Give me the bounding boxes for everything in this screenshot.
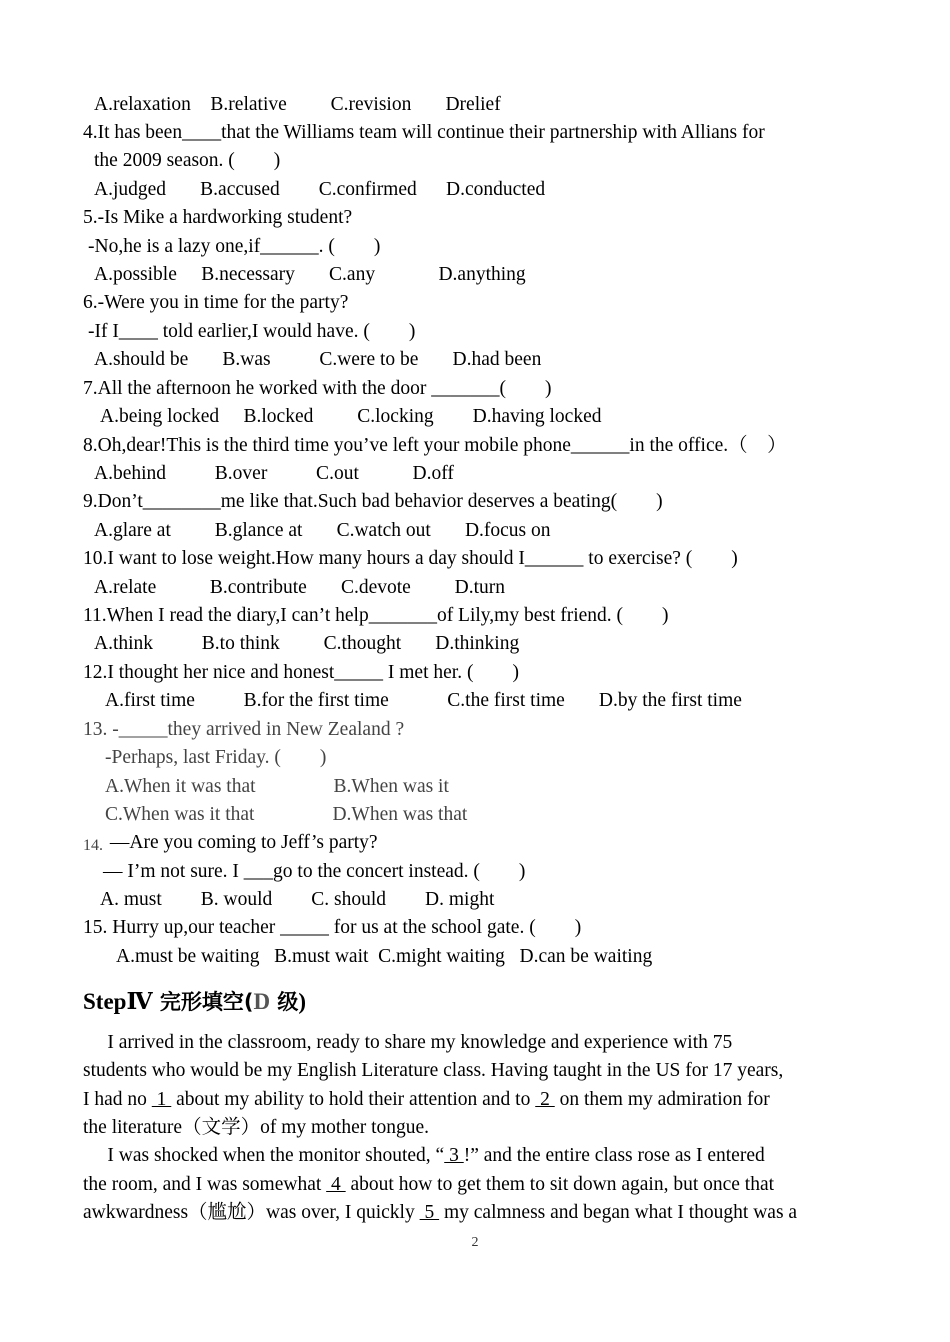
q7-options: A.being locked B.locked C.locking D.having locked xyxy=(100,406,602,427)
blank-5: 5 xyxy=(419,1202,440,1223)
q14-options: A. must B. would C. should D. might xyxy=(100,889,495,910)
q13-options-ab: A.When it was that B.When was it xyxy=(105,776,449,797)
heading-close: ) xyxy=(298,989,307,1014)
q4-stem-cont: the 2009 season. ( ) xyxy=(94,150,281,171)
passage-text: my calmness and began what I thought was a xyxy=(439,1202,798,1223)
q7-stem: 7.All the afternoon he worked with the door _______( ) xyxy=(83,378,552,399)
blank-2: 2 xyxy=(535,1089,555,1110)
blank-1: 1 xyxy=(151,1089,172,1110)
passage-line-4: the literature（文学）of my mother tongue. xyxy=(83,1117,430,1138)
passage-line-3 xyxy=(83,1086,770,1114)
heading-level-cjk: 级 xyxy=(270,990,299,1014)
q14-stem: —Are you coming to Jeff’s party? xyxy=(105,832,378,853)
q4-stem: 4.It has been____that the Williams team will continue their partnership with Allians for xyxy=(83,122,765,143)
q3-options: A.relaxation B.relative C.revision Drelief xyxy=(94,94,501,115)
q14-number: 14. xyxy=(83,837,103,854)
passage-text: about my ability to hold their attention and to xyxy=(171,1089,536,1110)
heading-title: 完形填空( xyxy=(152,990,254,1014)
q13-stem: 13. -_____they arrived in New Zealand ? xyxy=(83,719,405,740)
blank-4: 4 xyxy=(326,1174,346,1195)
passage-text: awkwardness（尴尬）was over, I quickly xyxy=(83,1202,420,1223)
passage-line-1: I arrived in the classroom, ready to share my knowledge and experience with 75 xyxy=(83,1032,733,1053)
passage-text: about how to get them to sit down again, but once that xyxy=(345,1174,775,1195)
q5-stem: 5.-Is Mike a hardworking student? xyxy=(83,207,353,228)
q4-options: A.judged B.accused C.confirmed D.conducted xyxy=(94,179,546,200)
q8-stem: 8.Oh,dear!This is the third time you’ve left your mobile phone______in the office.（ ） xyxy=(83,435,787,456)
passage-line-5 xyxy=(83,1142,765,1170)
q6-options: A.should be B.was C.were to be D.had been xyxy=(94,349,542,370)
q10-stem: 10.I want to lose weight.How many hours a day should I______ to exercise? ( ) xyxy=(83,548,738,569)
q5-response: -No,he is a lazy one,if______. ( ) xyxy=(88,236,381,257)
passage-text: the room, and I was somewhat xyxy=(83,1174,327,1195)
passage-line-7 xyxy=(83,1199,797,1227)
heading-numeral: Ⅳ xyxy=(126,989,153,1014)
q11-options: A.think B.to think C.thought D.thinking xyxy=(94,633,520,654)
passage-text: on them my admiration for xyxy=(554,1089,770,1110)
q9-stem: 9.Don’t________me like that.Such bad behavior deserves a beating( ) xyxy=(83,491,663,512)
passage-text: !” and the entire class rose as I entered xyxy=(463,1145,765,1166)
q15-stem: 15. Hurry up,our teacher _____ for us at the school gate. ( ) xyxy=(83,917,582,938)
q11-stem: 11.When I read the diary,I can’t help_______of Lily,my best friend. ( ) xyxy=(83,605,669,626)
section-heading xyxy=(83,986,306,1016)
q15-options: A.must be waiting B.must wait C.might waiting D.can be waiting xyxy=(116,946,653,967)
passage-text: I was shocked when the monitor shouted, “ xyxy=(83,1145,445,1166)
q13-response: -Perhaps, last Friday. ( ) xyxy=(105,747,327,768)
passage-line-2: students who would be my English Literature class. Having taught in the US for 17 years, xyxy=(83,1060,784,1081)
q12-options: A.first time B.for the first time C.the first time D.by the first time xyxy=(105,690,742,711)
q6-stem: 6.-Were you in time for the party? xyxy=(83,292,349,313)
q5-options: A.possible B.necessary C.any D.anything xyxy=(94,264,526,285)
passage-line-6 xyxy=(83,1171,774,1199)
q9-options: A.glare at B.glance at C.watch out D.focus on xyxy=(94,520,551,541)
heading-step: Step xyxy=(83,989,127,1014)
q6-response: -If I____ told earlier,I would have. ( ) xyxy=(88,321,416,342)
page-number: 2 xyxy=(471,1235,479,1250)
passage-text: I had no xyxy=(83,1089,152,1110)
q8-options: A.behind B.over C.out D.off xyxy=(94,463,454,484)
q12-stem: 12.I thought her nice and honest_____ I met her. ( ) xyxy=(83,662,519,683)
q13-options-cd: C.When was it that D.When was that xyxy=(105,804,468,825)
q10-options: A.relate B.contribute C.devote D.turn xyxy=(94,577,506,598)
heading-level: D xyxy=(253,989,271,1014)
blank-3: 3 xyxy=(444,1145,464,1166)
q14-response: — I’m not sure. I ___go to the concert instead. ( ) xyxy=(103,861,526,882)
